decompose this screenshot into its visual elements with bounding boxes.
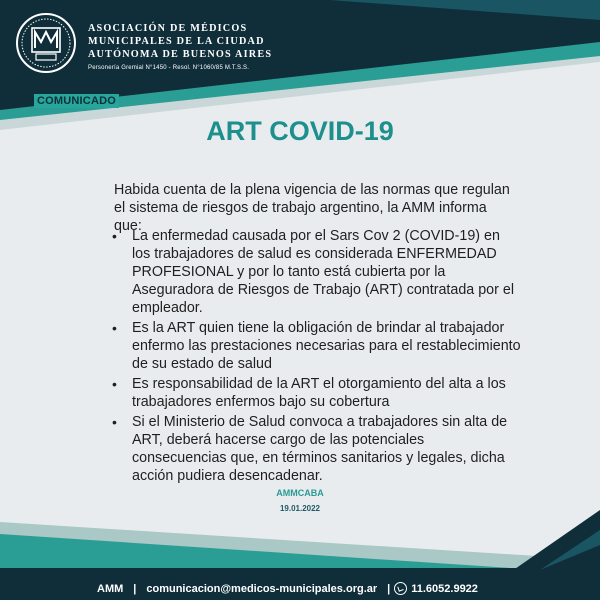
intro-paragraph: Habida cuenta de la plena vigencia de las normas que regulan el sistema de riesgos de trabajo argentino, la AMM informa que: — [114, 182, 510, 234]
bullet-list — [132, 227, 522, 487]
footer-separator: | — [133, 582, 137, 595]
org-line: MUNICIPALES DE LA CIUDAD — [88, 36, 265, 47]
phone-number[interactable]: 11.6052.9922 — [411, 582, 478, 595]
date: 19.01.2022 — [279, 504, 321, 513]
list-item: • Si el Ministerio de Salud convoca a trabajadores sin alta de ART, deberá hacerse cargo de las potenciales consecuencias que, en términos sanitarios y legales, dicha acción pudiera desencadenar. — [132, 413, 522, 485]
email-link[interactable]: comunicacion@medicos-municipales.org.ar — [146, 582, 378, 595]
list-item: • Es la ART quien tiene la obligación de brindar al trabajador enfermo las prestaciones necesarias para el restablecimiento de su estado de salud — [132, 319, 522, 373]
footer-contact — [97, 582, 478, 595]
signature: AMMCABA — [276, 488, 324, 498]
association-logo-icon — [15, 12, 77, 74]
footer-separator: | — [387, 582, 391, 595]
whatsapp-icon — [394, 582, 407, 595]
list-item: • Es responsabilidad de la ART el otorgamiento del alta a los trabajadores enfermos bajo su cobertura — [132, 375, 522, 411]
list-item: • La enfermedad causada por el Sars Cov 2 (COVID-19) en los trabajadores de salud es considerada ENFERMEDAD PROFESIONAL y por lo tanto está cubierta por la Aseguradora de Riesgos de Trabajo (ART) contratada por el empleador. — [132, 227, 522, 317]
org-line: ASOCIACIÓN DE MÉDICOS — [88, 23, 248, 34]
footer-name: AMM — [97, 582, 124, 595]
page-title: ART COVID-19 — [206, 116, 394, 146]
org-line: AUTÓNOMA DE BUENOS AIRES — [88, 49, 273, 60]
organization-name — [88, 22, 272, 61]
legal-registration: Personería Gremial N°1450 - Resol. N°1060/85 M.T.S.S. — [88, 65, 250, 71]
communique-badge: COMUNICADO — [34, 94, 119, 108]
